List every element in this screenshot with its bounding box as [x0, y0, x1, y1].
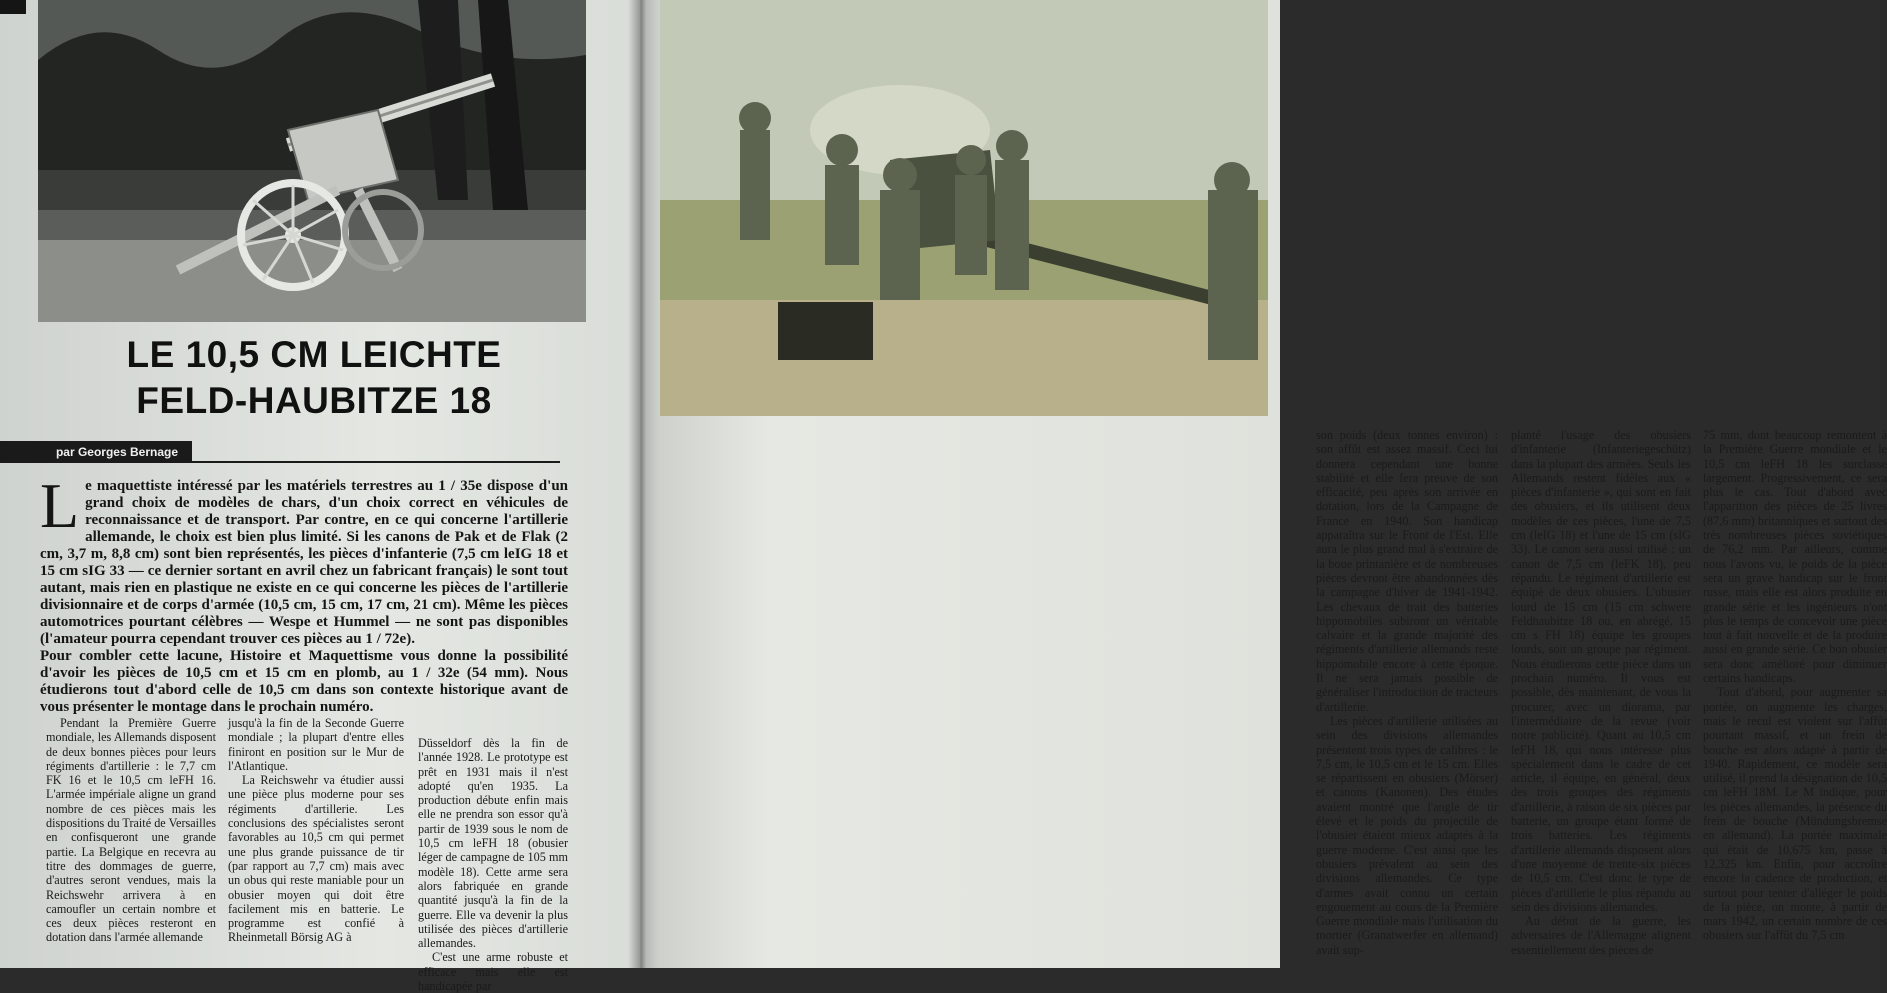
article-title	[64, 332, 564, 424]
right-column-2	[1511, 428, 1691, 957]
article-intro	[40, 470, 568, 716]
left-column-2-text: jusqu'à la fin de la Seconde Guerre mondiale ; la plupart d'entre elles finiront en position sur le Mur de l'Atlantique.	[228, 716, 404, 773]
left-column-1	[46, 716, 216, 945]
howitzer-bw-photo	[38, 0, 586, 322]
left-column-3-text: Düsseldorf dès la fin de l'année 1928. Le prototype est prêt en 1931 mais il n'est adopté qu'en 1935. La production débute enfin mais elle ne prendra son essor qu'à partir de 1939 sous le nom de 10,5 cm leFH 18 (obusier léger de campagne de 105 mm modèle 18). Cette arme sera alors fabriquée en grande quantité jusqu'à la fin de la guerre. Elle va devenir la plus utilisée des pièces d'artillerie allemandes.	[418, 736, 568, 951]
right-column-2-text-b: Au début de la guerre, les adversaires de l'Allemagne alignent essentiellement des pièces de	[1511, 914, 1691, 957]
intro-paragraph-2: Pour combler cette lacune, Histoire et Maquettisme vous donne la possibilité d'avoir les pièces de 10,5 cm et 15 cm en plomb, au 1 / 32e (54 mm). Nous étudierons tout d'abord celle de 10,5 cm dans son contexte historique avant de vous présenter le montage dans le prochain numéro.	[40, 648, 568, 715]
right-column-3	[1703, 428, 1887, 943]
page-corner-mark	[0, 0, 26, 14]
intro-dropcap: L	[40, 470, 80, 541]
right-column-2-text: planté l'usage des obusiers d'infanterie (Infanteriegeschütz) dans la plupart des armées. Seuls les Allemands restent fidèles aux « pièces d'infanterie », qui sont en fait des obusiers, et ils utilisent deux modèles de ces pièces, l'une de 7,5 cm (leIG 18) et l'une de 15 cm (sIG 33). Le canon sera aussi utilisé : un canon de 7,5 cm (leFK 18), peu répandu. Le régiment d'artillerie est équipé de deux obusiers. L'obusier lourd de 15 cm (15 cm schwere Feldhaubitze 18 ou, en abrégé, 15 cm s FH 18) équipe les groupes lourds, soit un groupe par régiment. Nous étudierons cette pièce dans un prochain numéro. Il vous est possible, dès maintenant, de vous la procurer, avec un diorama, par l'intermédiaire de la revue (voir notre publicité). Quant au 10,5 cm leFH 18, qui nous intéresse plus spécialement dans le cadre de cet article, il équipe, en général, deux des trois groupes des régiments d'artillerie, à raison de six pièces par batterie, un groupe étant formé de trois batteries. Les régiments d'artillerie allemands disposent alors d'une moyenne de trente-six pièces de 10,5 cm. C'est donc le type de pièces d'artillerie le plus répandu au sein des divisions allemandes.	[1511, 428, 1691, 914]
right-column-3-text: 75 mm, dont beaucoup remontent à la Première Guerre mondiale et le 10,5 cm leFH 18 les surclasse largement. Progressivement, ce sera plus le cas. Tout d'abord avec l'apparition des pièces de 25 livres (87,6 mm) britanniques et surtout des très nombreuses pièces soviétiques de 76,2 mm. Par ailleurs, comme nous l'avons vu, le poids de la pièce sera un grave handicap sur le front russe, mais elle est alors produite en grande série et les ingénieurs n'ont plus le temps de concevoir une pièce tout à fait nouvelle et de la produire aussi en grande série. Ce bon obusier sera donc amélioré pour diminuer certains handicaps.	[1703, 428, 1887, 686]
gun-crew-photo-illustration	[660, 0, 1268, 416]
left-page	[0, 0, 640, 993]
article-title-line1: LE 10,5 CM LEICHTE	[126, 334, 502, 375]
left-column-1-text: Pendant la Première Guerre mondiale, les Allemands disposent de deux bonnes pièces pour leurs régiments d'artillerie : le 7,7 cm FK 16 et le 10,5 cm leFH 16. L'armée impériale aligne un grand nombre de ces pièces mais les dispositions du Traité de Versailles en confisqueront une grande partie. La Belgique en recevra au titre des dommages de guerre, d'autres seront vendues, mais la Reichswehr arrivera à en camoufler un certain nombre et ces deux pièces resteront en dotation dans l'armée allemande	[46, 716, 216, 945]
right-column-1-text-b: Les pièces d'artillerie utilisées au sein des divisions allemandes présentent trois types de calibres : le 7,5 cm, le 10,5 cm et le 15 cm. Elles se répartissent en obusiers (Mörser) et canons (Kanonen). Des études avaient montré que l'angle de tir élevé et le poids du projectile de l'obusier étaient mieux adaptés à la guerre moderne. C'est ainsi que les obusiers prévalent au sein des divisions allemandes. Ce type d'armes avait connu un certain engouement au cours de la Première Guerre mondiale mais l'utilisation du mortier (Granatwerfer en allemand) avait sup-	[1316, 713, 1498, 957]
right-column-1-text: son poids (deux tonnes environ) : son affût est assez massif. Ceci lui donnera cependant une bonne stabilité et elle fera preuve de son efficacité, peu après son arrivée en dotation, lors de la Campagne de France en 1940. Son handicap apparaîtra sur le Front de l'Est. Elle aura le plus grand mal à s'extraire de la boue printanière et de nombreuses pièces devront être abandonnées dès la campagne d'hiver de 1941-1942. Les chevaux de trait des batteries hippomobiles subiront un véritable calvaire et la grande majorité des régiments d'artillerie allemands reste hippomobile encore à cette époque. Il ne sera jamais possible de généraliser l'introduction de tracteurs d'artillerie.	[1316, 428, 1498, 714]
left-column-2-text-b: La Reichswehr va étudier aussi une pièce plus moderne pour ses régiments d'artillerie. Les conclusions des spécialistes seront favorables au 10,5 cm qui permet une plus grande puissance de tir (par rapport au 7,7 cm) mais avec un obus qui reste maniable pour un obusier moyen qui doit être facilement mis en batterie. Le programme est confié à Rheinmetall Börsig AG à	[228, 773, 404, 945]
gun-crew-color-photo	[660, 0, 1268, 416]
article-title-line2: FELD-HAUBITZE 18	[136, 380, 492, 421]
spine-gutter	[628, 0, 658, 968]
left-column-3	[418, 736, 568, 993]
right-page	[640, 0, 1887, 968]
byline-rule	[0, 461, 560, 463]
howitzer-photo-illustration	[38, 0, 586, 322]
right-column-3-text-b: Tout d'abord, pour augmenter sa portée, on augmente les charges, mais le recul est violent sur l'affût pourtant massif, et un frein de bouche est alors adapté à partir de 1940. Rapidement, ce modèle sera utilisé, il prend la désignation de 10,5 cm leFH 18M. Le M indique, pour les pièces allemandes, la présence du frein de bouche (Mündungsbremse en allemand). La portée maximale qui était de 10,675 km, passe à 12,325 km. Enfin, pour accroître encore la cadence de production, et surtout pour tenter d'alléger le poids de la pièce, on monte, à partir de mars 1942, un certain nombre de ces obusiers sur l'affût du 7,5 cm	[1703, 685, 1887, 943]
intro-paragraph-1: e maquettiste intéressé par les matériels terrestres au 1 / 35e dispose d'un grand choix de modèles de chars, d'un choix correct en véhicules de reconnaissance et de transport. Par contre, en ce qui concerne l'artillerie allemande, le choix est bien plus limité. Si les canons de Pak et de Flak (2 cm, 3,7 m, 8,8 cm) sont bien représentés, les pièces d'infanterie (7,5 cm leIG 18 et 15 cm sIG 33 — ce dernier sortant en avril chez un fabricant français) le sont tout autant, mais rien en plastique ne existe en ce qui concerne les pièces de l'artillerie divisionnaire et de corps d'armée (10,5 cm, 15 cm, 17 cm, 21 cm). Même les pièces automotrices pourtant célèbres — Wespe et Hummel — ne sont pas disponibles (l'amateur pourra cependant trouver ces pièces au 1 / 72e).	[40, 478, 568, 647]
author-byline: par Georges Bernage	[0, 441, 192, 463]
left-column-3-text-b: C'est une arme robuste et efficace mais elle est handicapée par	[418, 950, 568, 993]
right-column-1	[1316, 428, 1498, 957]
left-column-2	[228, 716, 404, 945]
